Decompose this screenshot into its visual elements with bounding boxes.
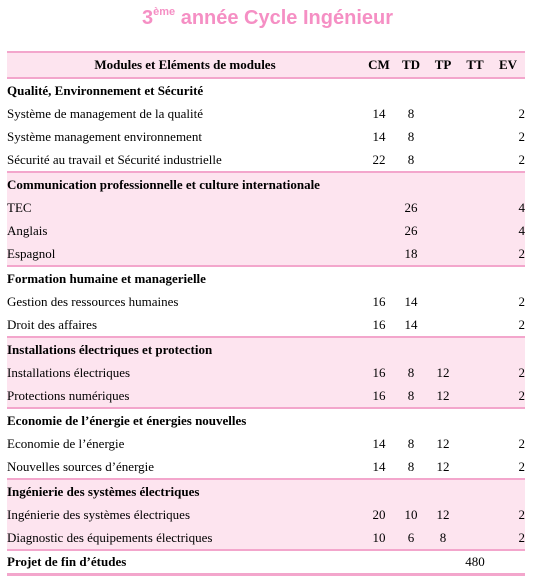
element-ev: 4: [491, 196, 525, 219]
final-project-tt: 480: [459, 550, 491, 575]
element-name: Ingénierie des systèmes électriques: [7, 503, 363, 526]
column-header-ev: EV: [491, 52, 525, 78]
element-cm: 10: [363, 526, 395, 550]
element-ev: 2: [491, 503, 525, 526]
element-name: Installations électriques: [7, 361, 363, 384]
element-tp: [427, 125, 459, 148]
element-tp: 12: [427, 361, 459, 384]
element-td: 8: [395, 384, 427, 408]
element-ev: 2: [518, 293, 525, 309]
element-ev: 2: [491, 361, 525, 384]
element-tp: [427, 102, 459, 125]
element-row: [7, 503, 525, 526]
element-row: [7, 102, 525, 125]
element-td: 14: [404, 293, 418, 309]
title-text: année Cycle Ingénieur: [175, 7, 393, 29]
element-row: [7, 526, 525, 550]
element-td: 8: [395, 361, 427, 384]
element-ev: 2: [518, 105, 525, 121]
element-row: [7, 148, 525, 172]
element-tp: [427, 242, 459, 266]
element-row: [7, 384, 525, 408]
element-row: [7, 313, 525, 337]
element-td: 8: [407, 151, 415, 167]
module-name: Installations électriques et protection: [7, 337, 525, 361]
element-name: Economie de l’énergie: [7, 435, 125, 451]
element-cm: 16: [372, 316, 386, 332]
element-row: [7, 455, 525, 479]
element-name: TEC: [7, 196, 363, 219]
element-ev: 2: [491, 526, 525, 550]
element-tt: [459, 526, 491, 550]
element-ev: 2: [518, 128, 525, 144]
page-title: [0, 6, 535, 30]
element-tp: [427, 313, 459, 337]
element-ev: 2: [518, 316, 525, 332]
element-name: Gestion des ressources humaines: [7, 293, 179, 309]
column-header-td: TD: [395, 52, 427, 78]
module-name: Economie de l’énergie et énergies nouvelles: [7, 408, 525, 432]
column-header-tt: TT: [459, 52, 491, 78]
element-ev: 2: [518, 458, 525, 474]
module-row: [7, 172, 525, 196]
element-tp: 12: [427, 384, 459, 408]
module-row: [7, 479, 525, 503]
title-superscript: ème: [153, 6, 176, 18]
element-row: [7, 290, 525, 313]
element-cm: 22: [372, 151, 386, 167]
element-cm: 20: [363, 503, 395, 526]
element-tt: [459, 313, 491, 337]
element-name: Droit des affaires: [7, 316, 98, 332]
element-name: Système management environnement: [7, 128, 202, 144]
element-cm: 14: [372, 128, 386, 144]
final-project-td: [395, 550, 427, 575]
element-tt: [459, 290, 491, 313]
module-row: [7, 266, 525, 290]
element-cm: 14: [372, 435, 386, 451]
element-row: [7, 196, 525, 219]
element-row: [7, 125, 525, 148]
element-tt: [459, 503, 491, 526]
element-td: 18: [395, 242, 427, 266]
element-tt: [459, 196, 491, 219]
element-td: 26: [395, 219, 427, 242]
element-td: 10: [395, 503, 427, 526]
element-tt: [459, 242, 491, 266]
module-name: Formation humaine et managerielle: [7, 266, 525, 290]
element-cm: 16: [363, 384, 395, 408]
element-name: Anglais: [7, 219, 363, 242]
element-row: [7, 361, 525, 384]
final-project-row: [7, 550, 525, 575]
element-cm: 14: [372, 105, 386, 121]
table-body: [7, 78, 525, 575]
element-td: 8: [407, 458, 415, 474]
element-cm: [363, 196, 395, 219]
element-cm: [363, 242, 395, 266]
element-tp: 12: [436, 435, 450, 451]
element-tt: [459, 455, 491, 479]
column-header-modules: Modules et Eléments de modules: [7, 52, 363, 78]
element-ev: 2: [518, 151, 525, 167]
element-name: Diagnostic des équipements électriques: [7, 526, 363, 550]
element-ev: 4: [491, 219, 525, 242]
element-ev: 2: [491, 384, 525, 408]
element-row: [7, 432, 525, 455]
element-ev: 2: [491, 242, 525, 266]
element-td: 6: [395, 526, 427, 550]
module-name: Communication professionnelle et culture internationale: [7, 172, 525, 196]
element-tt: [459, 361, 491, 384]
element-row: [7, 242, 525, 266]
element-name: Nouvelles sources d’énergie: [7, 458, 155, 474]
final-project-ev: [491, 550, 525, 575]
module-row: [7, 337, 525, 361]
element-tt: [459, 148, 491, 172]
element-tt: [459, 102, 491, 125]
element-name: Système de management de la qualité: [7, 105, 204, 121]
module-name: Ingénierie des systèmes électriques: [7, 479, 525, 503]
module-row: [7, 408, 525, 432]
column-header-tp: TP: [427, 52, 459, 78]
element-name: Espagnol: [7, 242, 363, 266]
element-name: Sécurité au travail et Sécurité industrielle: [7, 151, 222, 167]
element-td: 8: [407, 105, 415, 121]
element-cm: 16: [363, 361, 395, 384]
curriculum-table: [7, 51, 525, 576]
final-project-tp: [427, 550, 459, 575]
final-project-name: Projet de fin d’études: [7, 550, 363, 575]
element-tp: [427, 219, 459, 242]
element-tp: 8: [427, 526, 459, 550]
column-header-cm: CM: [363, 52, 395, 78]
element-tp: 12: [427, 503, 459, 526]
element-name: Protections numériques: [7, 384, 363, 408]
element-tp: 12: [436, 458, 450, 474]
element-ev: 2: [518, 435, 525, 451]
element-tt: [459, 432, 491, 455]
element-td: 8: [407, 128, 415, 144]
element-td: 14: [404, 316, 418, 332]
element-row: [7, 219, 525, 242]
element-tt: [459, 219, 491, 242]
module-name: Qualité, Environnement et Sécurité: [7, 78, 525, 102]
element-tp: [427, 196, 459, 219]
element-tt: [459, 125, 491, 148]
element-td: 26: [395, 196, 427, 219]
element-tt: [459, 384, 491, 408]
title-year: 3: [141, 7, 154, 29]
final-project-cm: [363, 550, 395, 575]
module-row: [7, 78, 525, 102]
table-header-row: [7, 52, 525, 78]
element-cm: 14: [372, 458, 386, 474]
element-tp: [427, 290, 459, 313]
element-cm: 16: [372, 293, 386, 309]
element-td: 8: [407, 435, 415, 451]
element-tp: [427, 148, 459, 172]
element-cm: [363, 219, 395, 242]
